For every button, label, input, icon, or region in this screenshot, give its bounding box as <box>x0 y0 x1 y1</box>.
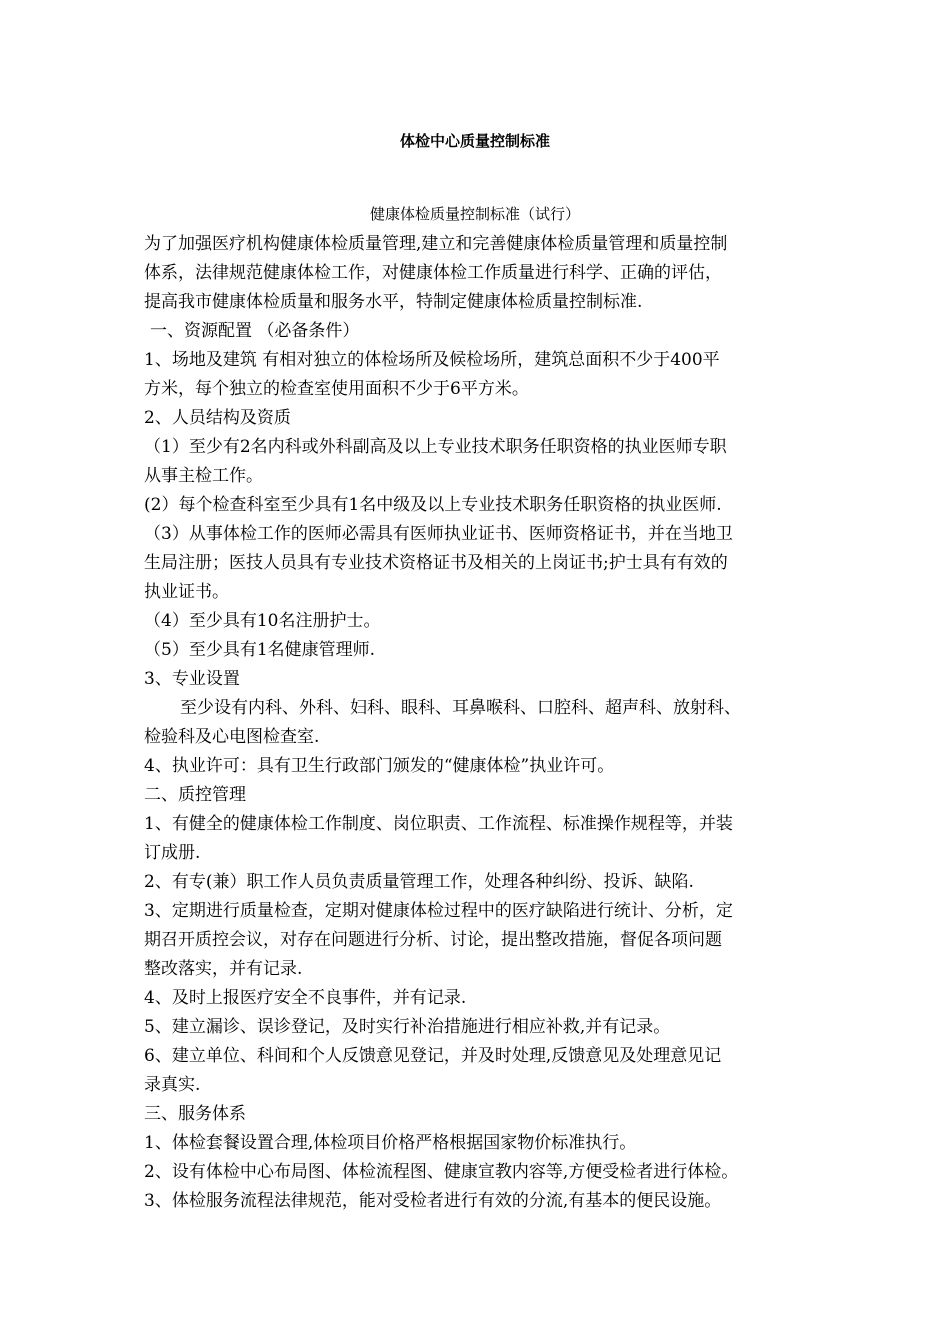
section-heading: 一、资源配置 （必备条件） <box>150 321 360 341</box>
paragraph-line: 提高我市健康体检质量和服务水平，特制定健康体检质量控制标准. <box>144 292 643 312</box>
list-item-line: 5、建立漏诊、误诊登记，及时实行补治措施进行相应补救,并有记录。 <box>144 1017 671 1037</box>
subsection-heading: 3、专业设置 <box>144 669 240 689</box>
paragraph-line: 体系，法律规范健康体检工作，对健康体检工作质量进行科学、正确的评估， <box>144 263 722 283</box>
list-item-line: 4、及时上报医疗安全不良事件，并有记录. <box>144 988 467 1008</box>
list-item-line: 2、有专(兼）职工作人员负责质量管理工作，处理各种纠纷、投诉、缺陷. <box>144 872 694 892</box>
list-item-line: 3、体检服务流程法律规范，能对受检者进行有效的分流,有基本的便民设施。 <box>144 1191 722 1211</box>
list-item-line: （1）至少有2名内科或外科副高及以上专业技术职务任职资格的执业医师专职 <box>144 437 727 457</box>
list-item-line: (2）每个检查科室至少具有1名中级及以上专业技术职务任职资格的执业医师. <box>144 495 722 515</box>
paragraph-line: 4、执业许可：具有卫生行政部门颁发的“健康体检”执业许可。 <box>144 756 615 776</box>
list-item-line: （4）至少具有10名注册护士。 <box>144 611 381 631</box>
subsection-heading: 2、人员结构及资质 <box>144 408 291 428</box>
paragraph-line: 方米，每个独立的检查室使用面积不少于6平方米。 <box>144 379 529 399</box>
document-body <box>144 230 814 1216</box>
list-item-line: 录真实. <box>144 1075 201 1095</box>
list-item-line: 3、定期进行质量检查，定期对健康体检过程中的医疗缺陷进行统计、分析，定 <box>144 901 733 921</box>
paragraph-line: 检验科及心电图检查室. <box>144 727 320 747</box>
paragraph-line: 为了加强医疗机构健康体检质量管理,建立和完善健康体检质量管理和质量控制 <box>144 234 728 254</box>
list-item-line: 期召开质控会议，对存在问题进行分析、讨论，提出整改措施，督促各项问题 <box>144 930 722 950</box>
list-item-line: 6、建立单位、科间和个人反馈意见登记，并及时处理,反馈意见及处理意见记 <box>144 1046 722 1066</box>
list-item-line: 订成册. <box>144 843 201 863</box>
list-item-line: 从事主检工作。 <box>144 466 263 486</box>
list-item-line: 生局注册；医技人员具有专业技术资格证书及相关的上岗证书;护士具有有效的 <box>144 553 728 573</box>
section-heading: 二、质控管理 <box>144 785 246 805</box>
list-item-line: 1、体检套餐设置合理,体检项目价格严格根据国家物价标准执行。 <box>144 1133 637 1153</box>
list-item-line: 1、有健全的健康体检工作制度、岗位职责、工作流程、标准操作规程等，并装 <box>144 814 733 834</box>
paragraph-line: 至少设有内科、外科、妇科、眼科、耳鼻喉科、口腔科、超声科、放射科、 <box>180 698 741 718</box>
list-item-line: （5）至少具有1名健康管理师. <box>144 640 376 660</box>
document-title: 体检中心质量控制标准 <box>399 132 550 150</box>
list-item-line: 执业证书。 <box>144 582 229 602</box>
list-item-line: 2、设有体检中心布局图、体检流程图、健康宣教内容等,方便受检者进行体检。 <box>144 1162 739 1182</box>
document-subtitle: 健康体检质量控制标准（试行） <box>369 205 580 223</box>
section-heading: 三、服务体系 <box>144 1104 246 1124</box>
list-item-line: （3）从事体检工作的医师必需具有医师执业证书、医师资格证书，并在当地卫 <box>144 524 733 544</box>
paragraph-line: 1、场地及建筑 有相对独立的体检场所及候检场所，建筑总面积不少于400平 <box>144 350 720 370</box>
list-item-line: 整改落实，并有记录. <box>144 959 303 979</box>
